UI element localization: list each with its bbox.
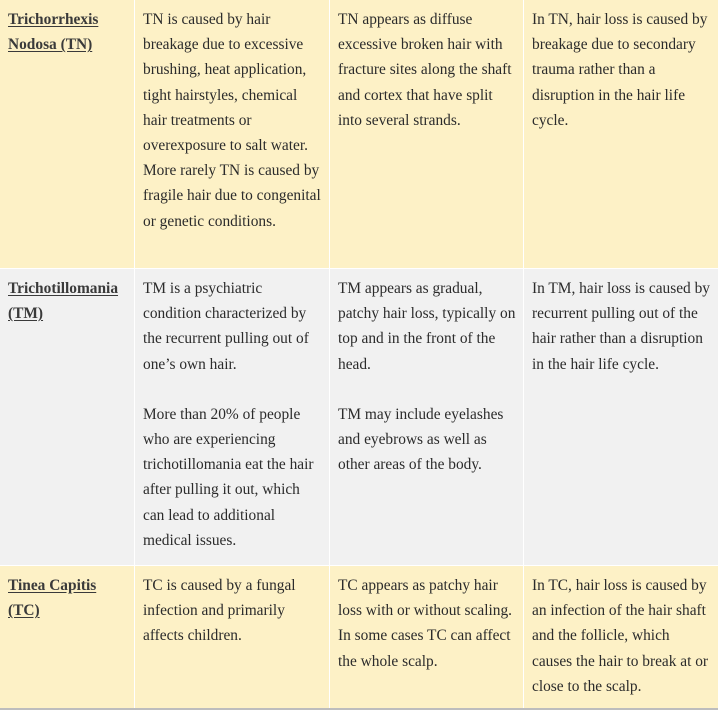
condition-cell — [0, 269, 135, 565]
condition-cell — [0, 566, 135, 708]
cause-text: More than 20% of people who are experiencing trichotillomania eat the hair after pulling it out, which can lead to additional medical issues. — [143, 405, 314, 549]
cause-cell — [135, 269, 330, 565]
table-row — [0, 566, 718, 708]
condition-link[interactable]: Tinea Capitis (TC) — [8, 577, 97, 620]
mechanism-cell — [524, 269, 718, 565]
appearance-cell — [330, 269, 524, 565]
appearance-cell — [330, 0, 524, 268]
cause-cell — [135, 0, 330, 268]
condition-link[interactable]: Trichorrhexis Nodosa (TN) — [8, 11, 99, 54]
cause-text: TN is caused by hair breakage due to excessive brushing, heat application, tight hairstyles, chemical hair treatments or overexposure to salt water. More rarely TN is caused by fragile hair due to congenital or genetic conditions. — [143, 11, 321, 230]
mechanism-text: In TN, hair loss is caused by breakage due to secondary trauma rather than a disruption in the hair life cycle. — [532, 11, 708, 129]
appearance-text: TN appears as diffuse excessive broken hair with fracture sites along the shaft and cortex that have split into several strands. — [338, 11, 512, 129]
cause-text: TC is caused by a fungal infection and primarily affects children. — [143, 577, 296, 645]
table-row — [0, 269, 718, 565]
cause-text: TM is a psychiatric condition characterized by the recurrent pulling out of one’s own hair. — [143, 280, 309, 373]
mechanism-cell — [524, 566, 718, 708]
appearance-cell — [330, 566, 524, 708]
appearance-text: TM may include eyelashes and eyebrows as well as other areas of the body. — [338, 405, 504, 474]
condition-cell — [0, 0, 135, 268]
appearance-text: TC appears as patchy hair loss with or without scaling. In some cases TC can affect the whole scalp. — [338, 577, 512, 670]
mechanism-text: In TM, hair loss is caused by recurrent pulling out of the hair rather than a disruption in the hair life cycle. — [532, 280, 710, 373]
mechanism-text: In TC, hair loss is caused by an infection of the hair shaft and the follicle, which causes the hair to break at or close to the scalp. — [532, 577, 709, 695]
cause-cell — [135, 566, 330, 708]
appearance-text: TM appears as gradual, patchy hair loss, typically on top and in the front of the head. — [338, 280, 516, 373]
mechanism-cell — [524, 0, 718, 268]
table-row — [0, 0, 718, 268]
condition-link[interactable]: Trichotillomania (TM) — [8, 280, 119, 323]
